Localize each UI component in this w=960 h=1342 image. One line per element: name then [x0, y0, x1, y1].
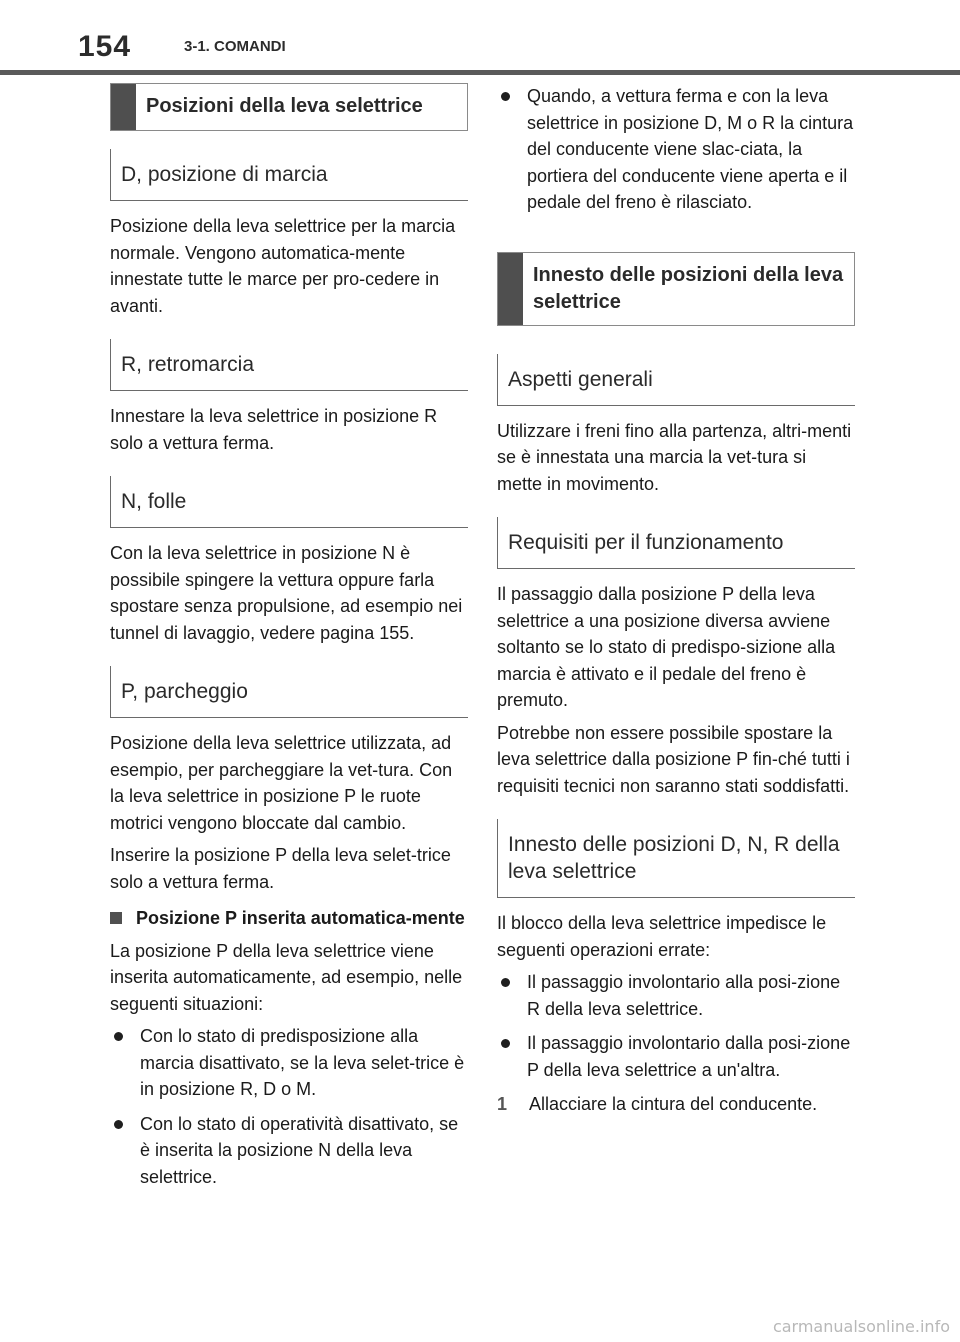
section-box-heading: [497, 252, 855, 326]
list-item-text: Con lo stato di predisposizione alla marcia disattivato, se la leva selet-trice è in posizione R, D o M.: [140, 1026, 465, 1099]
subheading-requirements: Requisiti per il funzionamento: [497, 517, 855, 569]
header-rule: [0, 70, 960, 75]
spacer: [497, 224, 855, 252]
auto-park-heading: [110, 905, 468, 932]
section-title: Posizioni della leva selettrice: [146, 95, 423, 117]
heading-bar: [111, 84, 136, 130]
section-box-heading: [110, 83, 468, 131]
step-number: 1: [497, 1094, 508, 1114]
list-item-text: Il passaggio involontario alla posi-zione R della leva selettrice.: [527, 972, 841, 1019]
list-item: [497, 969, 855, 1022]
bullet-icon: [114, 1120, 123, 1129]
subheading-r: R, retromarcia: [110, 339, 468, 391]
page-header: [0, 0, 960, 80]
dnr-list: [497, 969, 855, 1083]
paragraph-d: Posizione della leva selettrice per la marcia normale. Vengono automatica-mente innestate tutte le marce per pro-cedere in avanti.: [110, 216, 456, 316]
paragraph-p-1: Posizione della leva selettrice utilizzata, ad esempio, per parcheggiare la vet-tura. Con la leva selettrice in posizione P le ruote motrici vengono bloccate dal cambio.: [110, 733, 453, 833]
list-item-text: Quando, a vettura ferma e con la leva selettrice in posizione D, M o R la cintura del conducente viene slac-ciata, la portiera del conducente viene aperta e il pedale del freno è rilasciato.: [527, 86, 854, 212]
list-item: [497, 83, 855, 216]
paragraph-general: Utilizzare i freni fino alla partenza, altri-menti se è innestata una marcia la vet-tura si mette in movimento.: [497, 420, 852, 494]
paragraph-dnr: Il blocco della leva selettrice impedisce le seguenti operazioni errate:: [497, 913, 827, 960]
list-item: [110, 1111, 468, 1191]
square-bullet-icon: [110, 912, 122, 924]
paragraph-auto-park: La posizione P della leva selettrice viene inserita automaticamente, ad esempio, nelle seguenti situazioni:: [110, 940, 463, 1014]
list-item: [110, 1023, 468, 1103]
paragraph-n: Con la leva selettrice in posizione N è possibile spingere la vettura oppure farla spostare senza propulsione, ad esempio nei tunnel di lavaggio, vedere pagina 155.: [110, 543, 463, 643]
step-text: Allacciare la cintura del conducente.: [529, 1094, 818, 1114]
subheading-p: P, parcheggio: [110, 666, 468, 718]
bullet-icon: [114, 1032, 123, 1041]
auto-park-heading-text: Posizione P inserita automatica-mente: [136, 908, 465, 928]
auto-park-list: [110, 1023, 468, 1190]
paragraph-r: Innestare la leva selettrice in posizione R solo a vettura ferma.: [110, 406, 438, 453]
paragraph-requirements-2: Potrebbe non essere possibile spostare la leva selettrice dalla posizione P fin-ché tutti i requisiti tecnici non saranno stati soddisfatti.: [497, 722, 850, 796]
bullet-icon: [501, 978, 510, 987]
section-title: Innesto delle posizioni della leva selettrice: [533, 263, 844, 313]
chapter-title: 3-1. COMANDI: [184, 38, 286, 55]
subheading-d: D, posizione di marcia: [110, 149, 468, 201]
top-list: [497, 83, 855, 216]
left-column: [110, 83, 468, 1198]
step-1: [497, 1091, 855, 1118]
paragraph-requirements-1: Il passaggio dalla posizione P della leva selettrice a una posizione diversa avviene soltanto se lo stato di predispo-sizione alla marcia è attivato e il pedale del freno è premuto.: [497, 584, 836, 710]
watermark: carmanualsonline.info: [772, 1317, 950, 1336]
list-item-text: Con lo stato di operatività disattivato, se è inserita la posizione N della leva selettrice.: [140, 1113, 459, 1187]
subheading-dnr: Innesto delle posizioni D, N, R della leva selettrice: [497, 819, 855, 898]
bullet-icon: [501, 92, 510, 101]
bullet-icon: [501, 1039, 510, 1048]
right-column: [497, 83, 855, 1118]
page-number: 154: [78, 30, 132, 63]
subheading-n: N, folle: [110, 476, 468, 528]
heading-bar: [498, 253, 523, 325]
list-item: [497, 1030, 855, 1083]
paragraph-p-2: Inserire la posizione P della leva selet-trice solo a vettura ferma.: [110, 845, 451, 892]
list-item-text: Il passaggio involontario dalla posi-zione P della leva selettrice a un'altra.: [527, 1033, 851, 1080]
subheading-general: Aspetti generali: [497, 354, 855, 406]
